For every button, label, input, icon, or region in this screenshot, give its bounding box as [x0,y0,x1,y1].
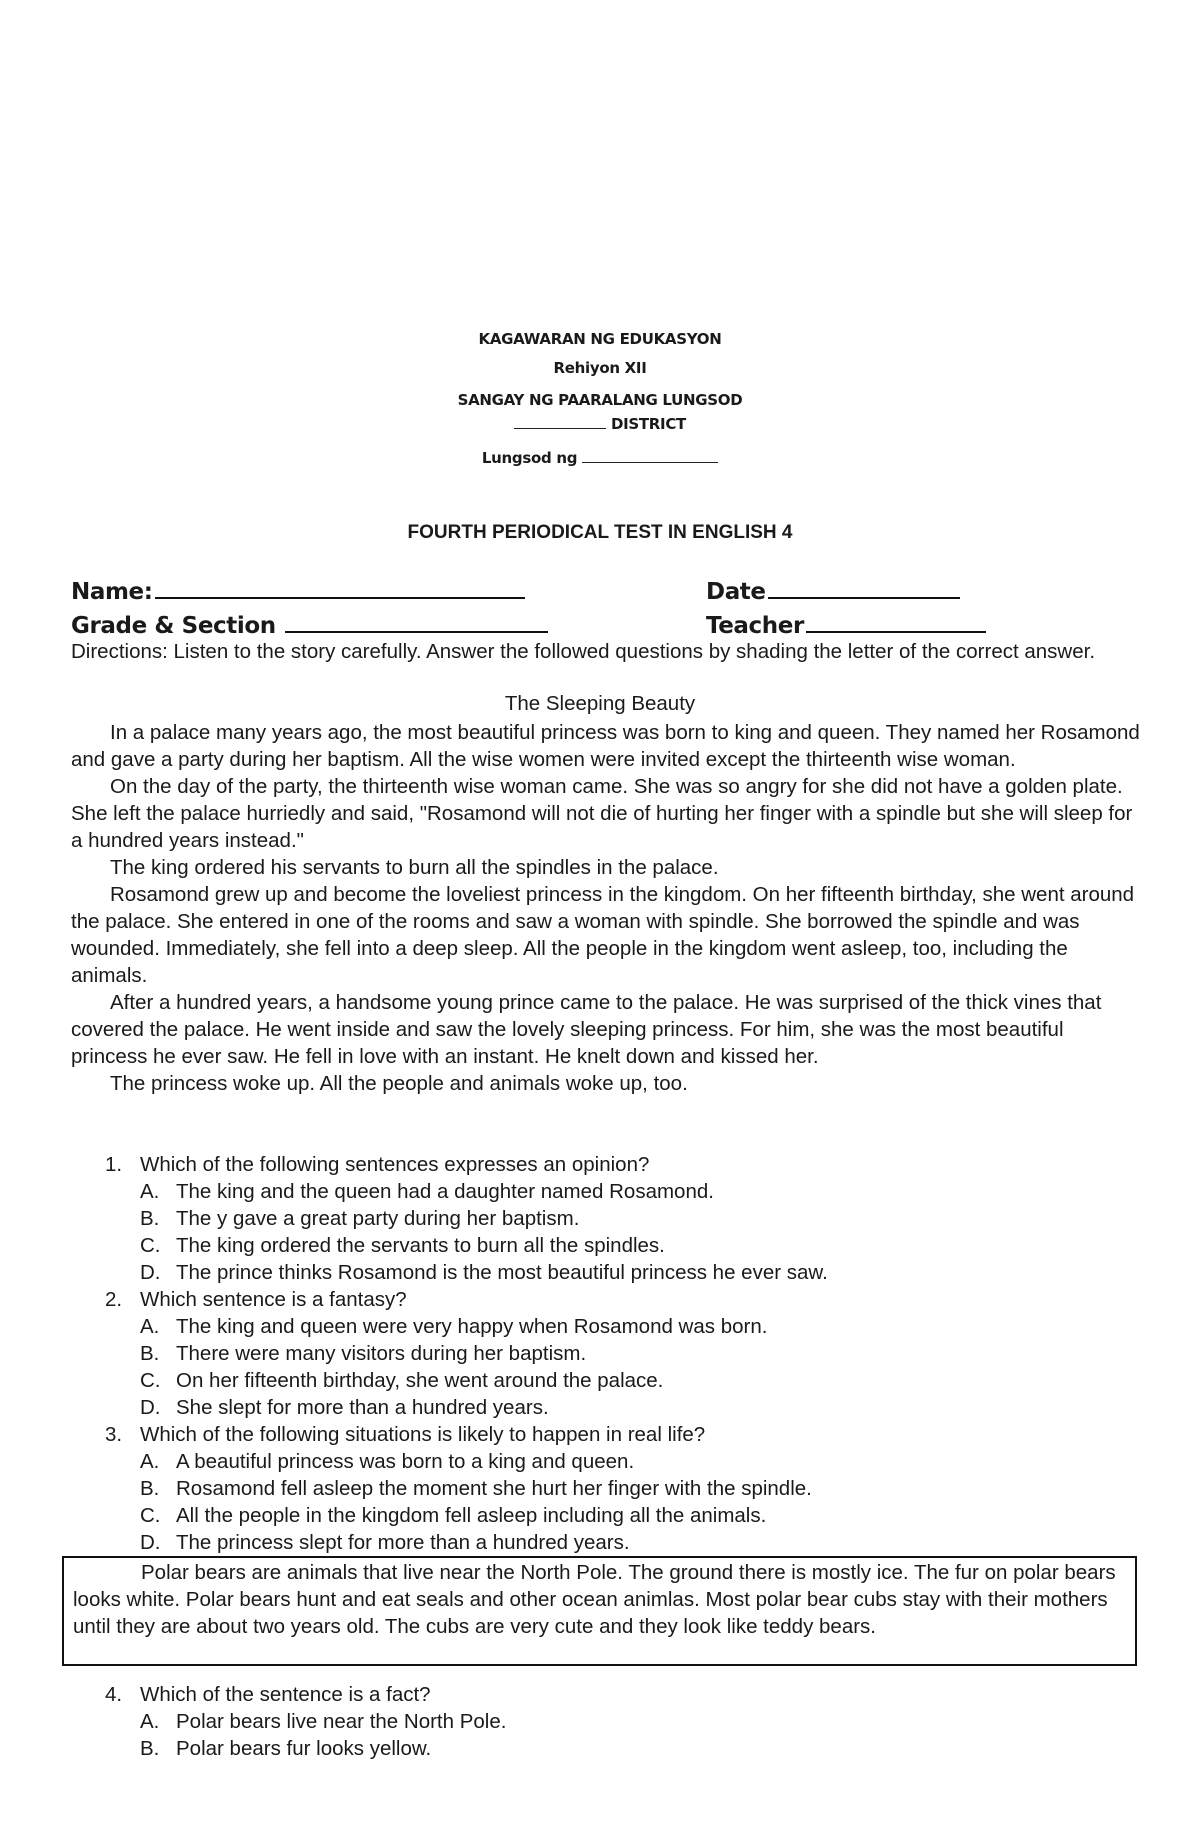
option-text: The king and the queen had a daughter named Rosamond. [176,1180,714,1203]
option-text: The king ordered the servants to burn all the spindles. [176,1234,665,1257]
question-number: 2. [105,1288,123,1311]
option-text: There were many visitors during her baptism. [176,1342,587,1365]
name-line[interactable] [155,575,525,599]
question-list [71,1151,1151,1556]
option-text: On her fifteenth birthday, she went around the palace. [176,1369,664,1392]
answer-option[interactable] [140,1529,1151,1556]
grade-section-field [71,609,548,639]
name-label: Name: [71,579,153,605]
city-label: Lungsod ng [481,449,578,467]
polar-bear-passage-box [62,1556,1137,1666]
option-letter: A. [140,1450,160,1473]
teacher-field [706,609,986,639]
option-letter: B. [140,1737,160,1760]
question-list [71,1681,1151,1762]
answer-option[interactable] [140,1205,1151,1232]
option-text: The princess slept for more than a hundred years. [176,1531,630,1554]
option-letter: B. [140,1477,160,1500]
region-heading: Rehiyon XII [553,359,647,377]
question-text: Which of the following sentences expresses an opinion? [140,1153,650,1176]
city-heading [0,448,1200,467]
option-letter: C. [140,1504,161,1527]
story-paragraph: The princess woke up. All the people and animals woke up, too. [110,1072,688,1095]
option-letter: D. [140,1396,161,1419]
grade-section-label: Grade & Section [71,613,276,639]
answer-option[interactable] [140,1735,1151,1762]
district-heading [0,414,1200,433]
answer-option[interactable] [140,1708,1151,1735]
question-number: 4. [105,1683,123,1706]
option-text: Polar bears fur looks yellow. [176,1737,432,1760]
option-letter: A. [140,1180,160,1203]
question-text: Which of the sentence is a fact? [140,1683,431,1706]
question-text: Which of the following situations is likely to happen in real life? [140,1423,706,1446]
question-item [71,1286,1151,1421]
teacher-line[interactable] [806,609,986,633]
story-paragraph: On the day of the party, the thirteenth wise woman came. She was so angry for she did not have a golden plate. She left the palace hurriedly and said, "Rosamond will not die of hurting her finger with a spindle but she will sleep for a hundred years instead." [71,775,1133,852]
answer-option[interactable] [140,1232,1151,1259]
question-number: 1. [105,1153,123,1176]
option-letter: C. [140,1234,161,1257]
option-letter: D. [140,1261,161,1284]
story-paragraph: Rosamond grew up and become the loveliest princess in the kingdom. On her fifteenth birthday, she went around the palace. She entered in one of the rooms and saw a woman with spindle. She borrowed the spindle and was wounded. Immediately, she fell into a deep sleep. All the people in the kingdom went asleep, too, including the animals. [71,883,1135,987]
story-body [71,719,1141,1097]
answer-option[interactable] [140,1340,1151,1367]
story-paragraph: In a palace many years ago, the most beautiful princess was born to king and queen. They named her Rosamond and gave a party during her baptism. All the wise women were invited except the thirteenth wise woman. [71,721,1140,771]
teacher-label: Teacher [706,613,804,639]
option-text: She slept for more than a hundred years. [176,1396,549,1419]
option-text: The prince thinks Rosamond is the most beautiful princess he ever saw. [176,1261,828,1284]
question-item [71,1681,1151,1762]
option-letter: A. [140,1710,160,1733]
district-blank[interactable] [514,414,606,429]
date-label: Date [706,579,766,605]
answer-option[interactable] [140,1502,1151,1529]
question-item [71,1421,1151,1556]
option-text: Rosamond fell asleep the moment she hurt her finger with the spindle. [176,1477,812,1500]
option-letter: D. [140,1531,161,1554]
story-paragraph: The king ordered his servants to burn all the spindles in the palace. [110,856,719,879]
city-blank[interactable] [582,448,718,463]
option-text: All the people in the kingdom fell asleep including all the animals. [176,1504,767,1527]
answer-option[interactable] [140,1313,1151,1340]
division-heading: SANGAY NG PAARALANG LUNGSOD [457,391,743,409]
directions: Directions: Listen to the story carefully. Answer the followed questions by shading the letter of the correct answer. [71,640,1096,663]
department-heading: KAGAWARAN NG EDUKASYON [478,330,722,348]
answer-option[interactable] [140,1448,1151,1475]
answer-option[interactable] [140,1394,1151,1421]
district-label: DISTRICT [610,415,686,433]
option-text: Polar bears live near the North Pole. [176,1710,507,1733]
option-letter: C. [140,1369,161,1392]
option-text: The king and queen were very happy when Rosamond was born. [176,1315,768,1338]
question-text: Which sentence is a fantasy? [140,1288,407,1311]
question-item [71,1151,1151,1286]
answer-option[interactable] [140,1475,1151,1502]
name-field [71,575,525,605]
test-title: FOURTH PERIODICAL TEST IN ENGLISH 4 [407,522,793,543]
option-letter: A. [140,1315,160,1338]
passage-text: Polar bears are animals that live near the North Pole. The ground there is mostly ice. The fur on polar bears looks white. Polar bears hunt and eat seals and other ocean animlas. Most polar bear cubs stay with their mothers until they are about two years old. The cubs are very cute and they look like teddy bears. [73,1561,1116,1638]
answer-option[interactable] [140,1367,1151,1394]
story-paragraph: After a hundred years, a handsome young prince came to the palace. He was surprised of the thick vines that covered the palace. He went inside and saw the lovely sleeping princess. For him, she was the most beautiful princess he ever saw. He fell in love with an instant. He knelt down and kissed her. [71,991,1102,1068]
date-line[interactable] [768,575,960,599]
answer-option[interactable] [140,1259,1151,1286]
question-number: 3. [105,1423,123,1446]
grade-section-line[interactable] [285,609,548,633]
answer-option[interactable] [140,1178,1151,1205]
option-text: A beautiful princess was born to a king and queen. [176,1450,635,1473]
option-text: The y gave a great party during her baptism. [176,1207,580,1230]
option-letter: B. [140,1342,160,1365]
option-letter: B. [140,1207,160,1230]
story-title: The Sleeping Beauty [504,692,696,715]
date-field [706,575,960,605]
